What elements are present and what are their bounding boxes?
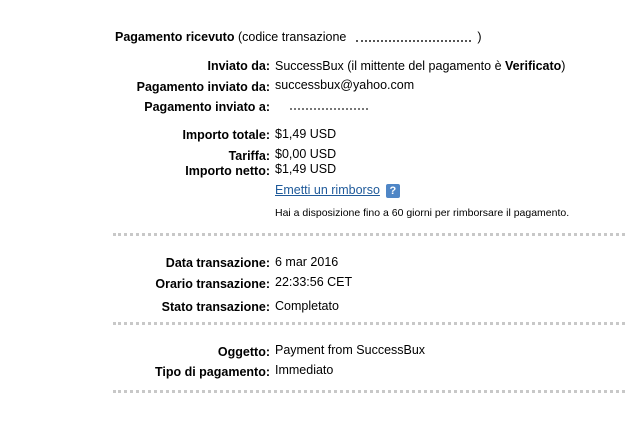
fee-value: $0,00 USD xyxy=(275,147,337,161)
transaction-status-label: Stato transazione: xyxy=(161,300,270,314)
title-text: Pagamento ricevuto xyxy=(115,30,235,44)
transaction-date-label: Data transazione: xyxy=(165,256,270,270)
transaction-time-label: Orario transazione: xyxy=(155,277,270,291)
transaction-status-value: Completato xyxy=(275,299,339,313)
verified-suffix: ) xyxy=(561,59,566,73)
payment-sent-to-redacted xyxy=(290,98,368,112)
total-amount-label: Importo totale: xyxy=(182,128,270,142)
divider xyxy=(113,322,625,325)
redacted-email xyxy=(290,102,368,110)
payment-type-value: Immediato xyxy=(275,363,334,377)
subject-value: Payment from SuccessBux xyxy=(275,343,426,357)
subject-label: Oggetto: xyxy=(217,345,270,359)
divider xyxy=(113,390,625,393)
transaction-time-value: 22:33:56 CET xyxy=(275,275,353,289)
sent-by-label: Inviato da: xyxy=(207,59,270,73)
refund-link[interactable]: Emetti un rimborso xyxy=(275,183,380,197)
sender-name: SuccessBux xyxy=(275,59,344,73)
fee-label: Tariffa: xyxy=(228,149,270,163)
page-title xyxy=(115,30,482,44)
payment-sent-from-label: Pagamento inviato da: xyxy=(136,80,270,94)
verified-status: Verificato xyxy=(505,59,562,73)
divider xyxy=(113,233,625,236)
refund-row xyxy=(275,183,400,198)
total-amount-value: $1,49 USD xyxy=(275,127,337,141)
redacted-transaction-code xyxy=(356,34,471,42)
sent-by-value xyxy=(275,59,565,73)
help-icon[interactable]: ? xyxy=(386,184,400,198)
transaction-code-suffix: ) xyxy=(477,30,482,44)
refund-note: Hai a disposizione fino a 60 giorni per rimborsare il pagamento. xyxy=(275,207,570,219)
payment-sent-from-value: successbux@yahoo.com xyxy=(275,78,415,92)
payment-type-label: Tipo di pagamento: xyxy=(154,365,270,379)
net-amount-value: $1,49 USD xyxy=(275,162,337,176)
transaction-code-prefix: (codice transazione xyxy=(237,30,347,44)
payment-sent-to-label: Pagamento inviato a: xyxy=(144,100,270,114)
net-amount-label: Importo netto: xyxy=(185,164,270,178)
transaction-date-value: 6 mar 2016 xyxy=(275,255,339,269)
verified-prefix: (il mittente del pagamento è xyxy=(347,59,502,73)
